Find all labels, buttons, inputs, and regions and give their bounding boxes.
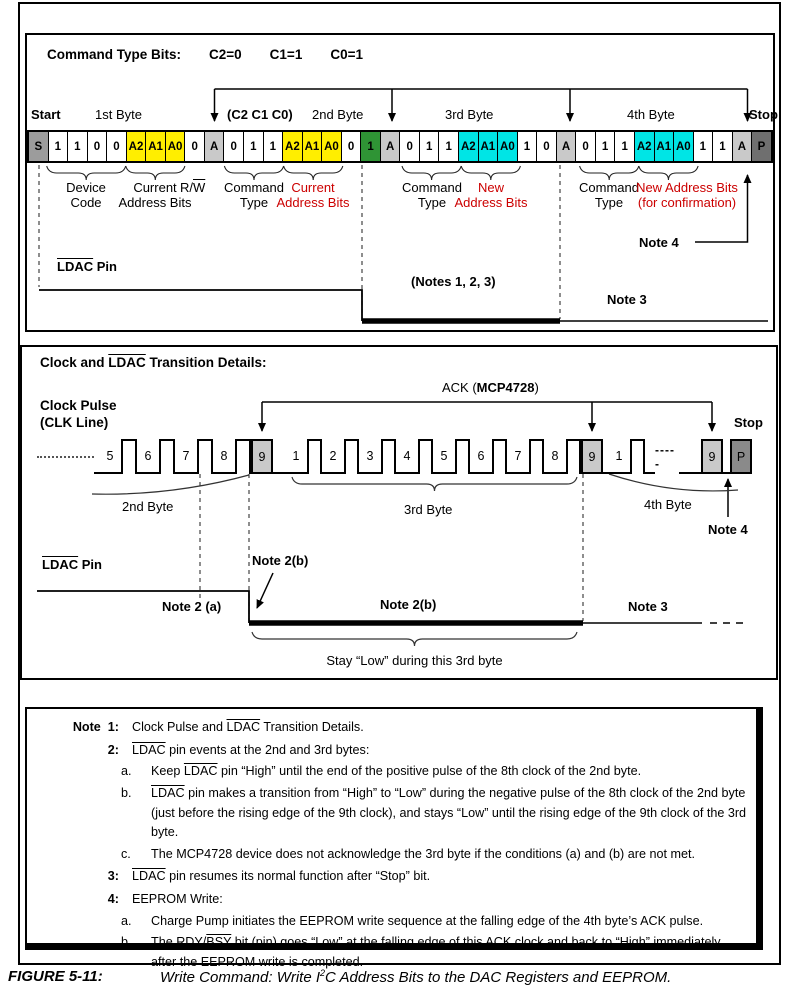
clock-segment-pulse <box>197 439 213 474</box>
start-label: Start <box>31 107 61 122</box>
bit-cell: 1 <box>360 132 380 161</box>
bit-cell: 0 <box>575 132 595 161</box>
text-segment: pin events at the 2nd and 3rd bytes: <box>165 742 370 757</box>
clock-segment-num: 6 <box>137 439 159 474</box>
note-label: Note 1: <box>72 720 119 734</box>
text-segment: LDAC <box>132 742 166 757</box>
byte3-label-2: 3rd Byte <box>404 502 453 517</box>
text-segment: ACK ( <box>442 380 477 395</box>
clock-segment-num: 1 <box>285 439 307 474</box>
clock-segment-num: 8 <box>544 439 566 474</box>
note-text <box>132 890 748 910</box>
field-label-line: Address Bits <box>118 195 192 210</box>
note-label: b. <box>121 935 132 950</box>
clock-segment-low <box>679 439 701 474</box>
clock-segment-pulse <box>159 439 175 474</box>
text-segment: LDAC <box>108 355 146 370</box>
note-row <box>55 845 748 865</box>
note4-label-2: Note 4 <box>708 522 748 537</box>
brace <box>461 166 520 180</box>
note4-label: Note 4 <box>639 235 679 250</box>
byte2-label-2: 2nd Byte <box>122 499 174 514</box>
notes123-label: (Notes 1, 2, 3) <box>411 274 496 289</box>
note3-label: Note 3 <box>607 292 647 307</box>
bit-cell: A0 <box>673 132 693 161</box>
bit-cell: 1 <box>243 132 263 161</box>
text-segment: pin makes a transition from “High” to “Low” during the negative pulse of the 8th clock of the 2nd byte (just before the rising edge of the 9th clock), and stays “Low” until the rising edge of the 9th clock of the 3rd byte. <box>151 785 747 840</box>
note-label: 4: <box>107 892 119 907</box>
bit-cell: 0 <box>87 132 107 161</box>
bit-cell: A1 <box>654 132 674 161</box>
note-label: 3: <box>107 869 119 884</box>
bit-sequence-panel <box>25 33 778 332</box>
clock-segment-low <box>723 439 730 474</box>
clock-detail-panel <box>20 345 778 680</box>
bit-cell: 0 <box>399 132 419 161</box>
note-row <box>55 718 748 738</box>
brace <box>292 477 577 491</box>
text-segment: Clock Pulse and <box>132 720 227 734</box>
figure-number: FIGURE 5-11: <box>8 968 103 985</box>
byte1-label: 1st Byte <box>95 107 142 122</box>
text-segment: pin “High” until the end of the positive pulse of the 8th clock of the 2nd byte. <box>217 764 642 779</box>
clock-pulse-label: Clock Pulse (CLK Line) <box>40 398 117 430</box>
ldac-pin-label-2 <box>42 557 102 572</box>
field-label-line: Command <box>402 180 462 195</box>
bit-cell: A2 <box>634 132 654 161</box>
bit-cell: A1 <box>302 132 322 161</box>
command-type-bits-header <box>47 47 363 62</box>
text-segment: LDAC <box>57 259 94 274</box>
clock-detail-title <box>40 355 267 370</box>
field-label-line: Command <box>579 180 639 195</box>
ack-label <box>442 380 539 395</box>
field-label-line: New Address Bits <box>636 180 738 195</box>
c1-value: C1=1 <box>269 47 303 62</box>
clock-segment-low <box>645 439 655 474</box>
text-segment: Write Command: Write I <box>160 969 321 986</box>
bit-cell: 1 <box>693 132 713 161</box>
note-text <box>132 867 748 887</box>
text-segment: Pin <box>93 259 117 274</box>
byte2-label: 2nd Byte <box>312 107 364 122</box>
text-segment: Transition Details: <box>145 355 267 370</box>
note2b-label: Note 2(b) <box>380 597 437 612</box>
bit-cell: A <box>380 132 400 161</box>
bit-cell: A0 <box>165 132 185 161</box>
brace <box>284 166 343 180</box>
brace <box>47 166 126 180</box>
bit-row <box>27 130 773 163</box>
field-label-line: Current <box>133 180 177 195</box>
bit-cell: A <box>204 132 224 161</box>
field-label-line: New <box>477 180 504 195</box>
text-segment: R/ <box>180 180 193 195</box>
bit-cell: 0 <box>536 132 556 161</box>
field-label-line: Type <box>239 195 269 210</box>
clock-segment-pulse <box>381 439 396 474</box>
bit-cell: A2 <box>458 132 478 161</box>
clock-segment-pulse <box>235 439 251 474</box>
text-segment: LDAC <box>226 720 261 734</box>
bit-cell: 0 <box>106 132 126 161</box>
bit-cell: S <box>29 132 48 161</box>
text-segment: MCP4728 <box>476 380 535 395</box>
note-label: 2: <box>107 742 119 757</box>
clock-segment-pulse <box>307 439 322 474</box>
text-segment: ) <box>534 380 539 395</box>
note-text <box>151 912 748 932</box>
clock-segment-pulse <box>492 439 507 474</box>
clock-segment-stop: P <box>730 439 752 474</box>
note-label: a. <box>121 913 132 928</box>
bit-cell: A1 <box>145 132 165 161</box>
note-row <box>55 912 748 932</box>
text-segment: pin resumes its normal function after “Stop” bit. <box>165 869 431 884</box>
note-text <box>151 784 748 843</box>
bit-cell: 1 <box>712 132 732 161</box>
clock-segment-ack: 9 <box>251 439 273 474</box>
note2a-label: Note 2 (a) <box>162 599 222 614</box>
text-segment: LDAC <box>183 764 218 779</box>
ldac-pin-label <box>57 259 117 274</box>
stop-label-2: Stop <box>734 415 763 430</box>
text-segment: The MCP4728 device does not acknowledge the 3rd byte if the conditions (a) and (b) are not met. <box>151 846 695 861</box>
bit-cell: A2 <box>126 132 146 161</box>
brace <box>126 166 185 180</box>
clock-segment-num: 2 <box>322 439 344 474</box>
field-label-line: Current <box>291 180 335 195</box>
bit-cell: A <box>732 132 752 161</box>
field-label-line: Address Bits <box>454 195 528 210</box>
brace <box>252 632 577 646</box>
byte4-label: 4th Byte <box>627 107 675 122</box>
clock-segment-pulse <box>566 439 581 474</box>
bit-cell: 0 <box>341 132 361 161</box>
clock-segment-ack: 9 <box>701 439 723 474</box>
clock-segment-num: 3 <box>359 439 381 474</box>
text-segment: Pin <box>78 557 102 572</box>
figure-title <box>160 968 671 986</box>
note-text <box>151 762 748 782</box>
note-text <box>151 845 748 865</box>
brace <box>224 166 283 180</box>
bit-cell: 0 <box>223 132 243 161</box>
text-segment: Keep <box>151 764 184 779</box>
note3-label-2: Note 3 <box>628 599 668 614</box>
note-row <box>55 867 748 887</box>
clock-segment-pulse <box>418 439 433 474</box>
text-segment: EEPROM Write: <box>132 892 223 907</box>
bit-cell: A0 <box>321 132 341 161</box>
bit-cell: 1 <box>48 132 68 161</box>
clock-segment-num: 5 <box>99 439 121 474</box>
clock-segment-low <box>273 439 285 474</box>
text-segment: Charge Pump initiates the EEPROM write sequence at the falling edge of the 4th byte’s ACK pulse. <box>151 913 704 928</box>
clock-segment-num: 4 <box>396 439 418 474</box>
c2c1c0-label: (C2 C1 C0) <box>227 107 293 122</box>
clock-waveform <box>37 439 752 474</box>
command-type-bits-label: Command Type Bits: <box>47 47 182 62</box>
clock-segment-num: 7 <box>175 439 197 474</box>
note-row <box>55 762 748 782</box>
notes-box <box>25 707 763 970</box>
clock-segment-dashes: ----- <box>655 442 675 471</box>
clock-diagram-lines <box>22 347 780 682</box>
clock-segment-num: 1 <box>608 439 630 474</box>
bit-cell: 1 <box>517 132 537 161</box>
text-segment: $\overline{W}$ <box>193 180 206 195</box>
bit-cell: P <box>751 132 771 161</box>
bit-cell: A0 <box>497 132 517 161</box>
clock-segment-num: 6 <box>470 439 492 474</box>
byte4-label-2: 4th Byte <box>644 497 692 512</box>
clock-segment-pulse <box>630 439 645 474</box>
text-segment: $\overline{BSY}$ <box>206 935 232 950</box>
field-label-line: Type <box>417 195 447 210</box>
clock-segment-pulse <box>121 439 137 474</box>
byte3-label: 3rd Byte <box>445 107 494 122</box>
note-row <box>55 741 748 761</box>
clock-segment-num: 5 <box>433 439 455 474</box>
note-row <box>55 890 748 910</box>
note-text <box>151 933 748 972</box>
bit-cell: 1 <box>614 132 634 161</box>
field-label-line: Address Bits <box>276 195 350 210</box>
note-row <box>55 784 748 843</box>
text-segment: LDAC <box>42 557 79 572</box>
text-segment: C Address Bits to the DAC Registers and EEPROM. <box>325 969 672 986</box>
note-row <box>55 933 748 972</box>
clock-segment-num: 8 <box>213 439 235 474</box>
note-label: b. <box>121 785 132 800</box>
text-segment: LDAC <box>151 785 185 800</box>
clock-segment-pulse <box>455 439 470 474</box>
field-label-line: (for confirmation) <box>637 195 737 210</box>
text-segment: The RDY/ <box>151 935 207 950</box>
bit-cell: 1 <box>419 132 439 161</box>
brace <box>580 166 639 180</box>
clock-segment-ack: 9 <box>581 439 603 474</box>
figure-caption <box>8 968 671 986</box>
clock-segment-pulse <box>529 439 544 474</box>
field-label <box>612 180 762 210</box>
c2-value: C2=0 <box>209 47 242 62</box>
field-label-line: Code <box>70 195 102 210</box>
text-segment: 2 <box>320 968 326 978</box>
note-text <box>132 718 748 738</box>
note-label: c. <box>121 846 131 861</box>
note-label: a. <box>121 764 132 779</box>
bit-cell: 1 <box>263 132 283 161</box>
bit-cell: A <box>556 132 576 161</box>
text-segment: Transition Details. <box>260 720 364 734</box>
clock-segment-dots <box>37 456 94 458</box>
stop-label: Stop <box>749 107 778 122</box>
bit-cell: 0 <box>184 132 204 161</box>
brace <box>402 166 461 180</box>
c0-value: C0=1 <box>330 47 363 62</box>
note2b-upper-label: Note 2(b) <box>252 553 309 568</box>
field-label-line: Device <box>66 180 106 195</box>
brace <box>639 166 698 180</box>
bit-cell: A1 <box>478 132 498 161</box>
bit-cell: 1 <box>67 132 87 161</box>
bit-cell: 1 <box>595 132 615 161</box>
text-segment: Clock and <box>40 355 109 370</box>
bit-cell: A2 <box>282 132 302 161</box>
field-label-line: Type <box>594 195 624 210</box>
clock-segment-num: 7 <box>507 439 529 474</box>
stay-low-label: Stay “Low” during this 3rd byte <box>326 653 503 668</box>
bit-cell: 1 <box>438 132 458 161</box>
note-text <box>132 741 748 761</box>
clock-segment-pulse <box>344 439 359 474</box>
text-segment: LDAC <box>132 869 166 884</box>
text-segment: bit (pin) goes “Low” at the falling edge of this ACK clock and back to “High” immediately after the EEPROM write is completed. <box>151 935 721 970</box>
field-label-line: Command <box>224 180 284 195</box>
